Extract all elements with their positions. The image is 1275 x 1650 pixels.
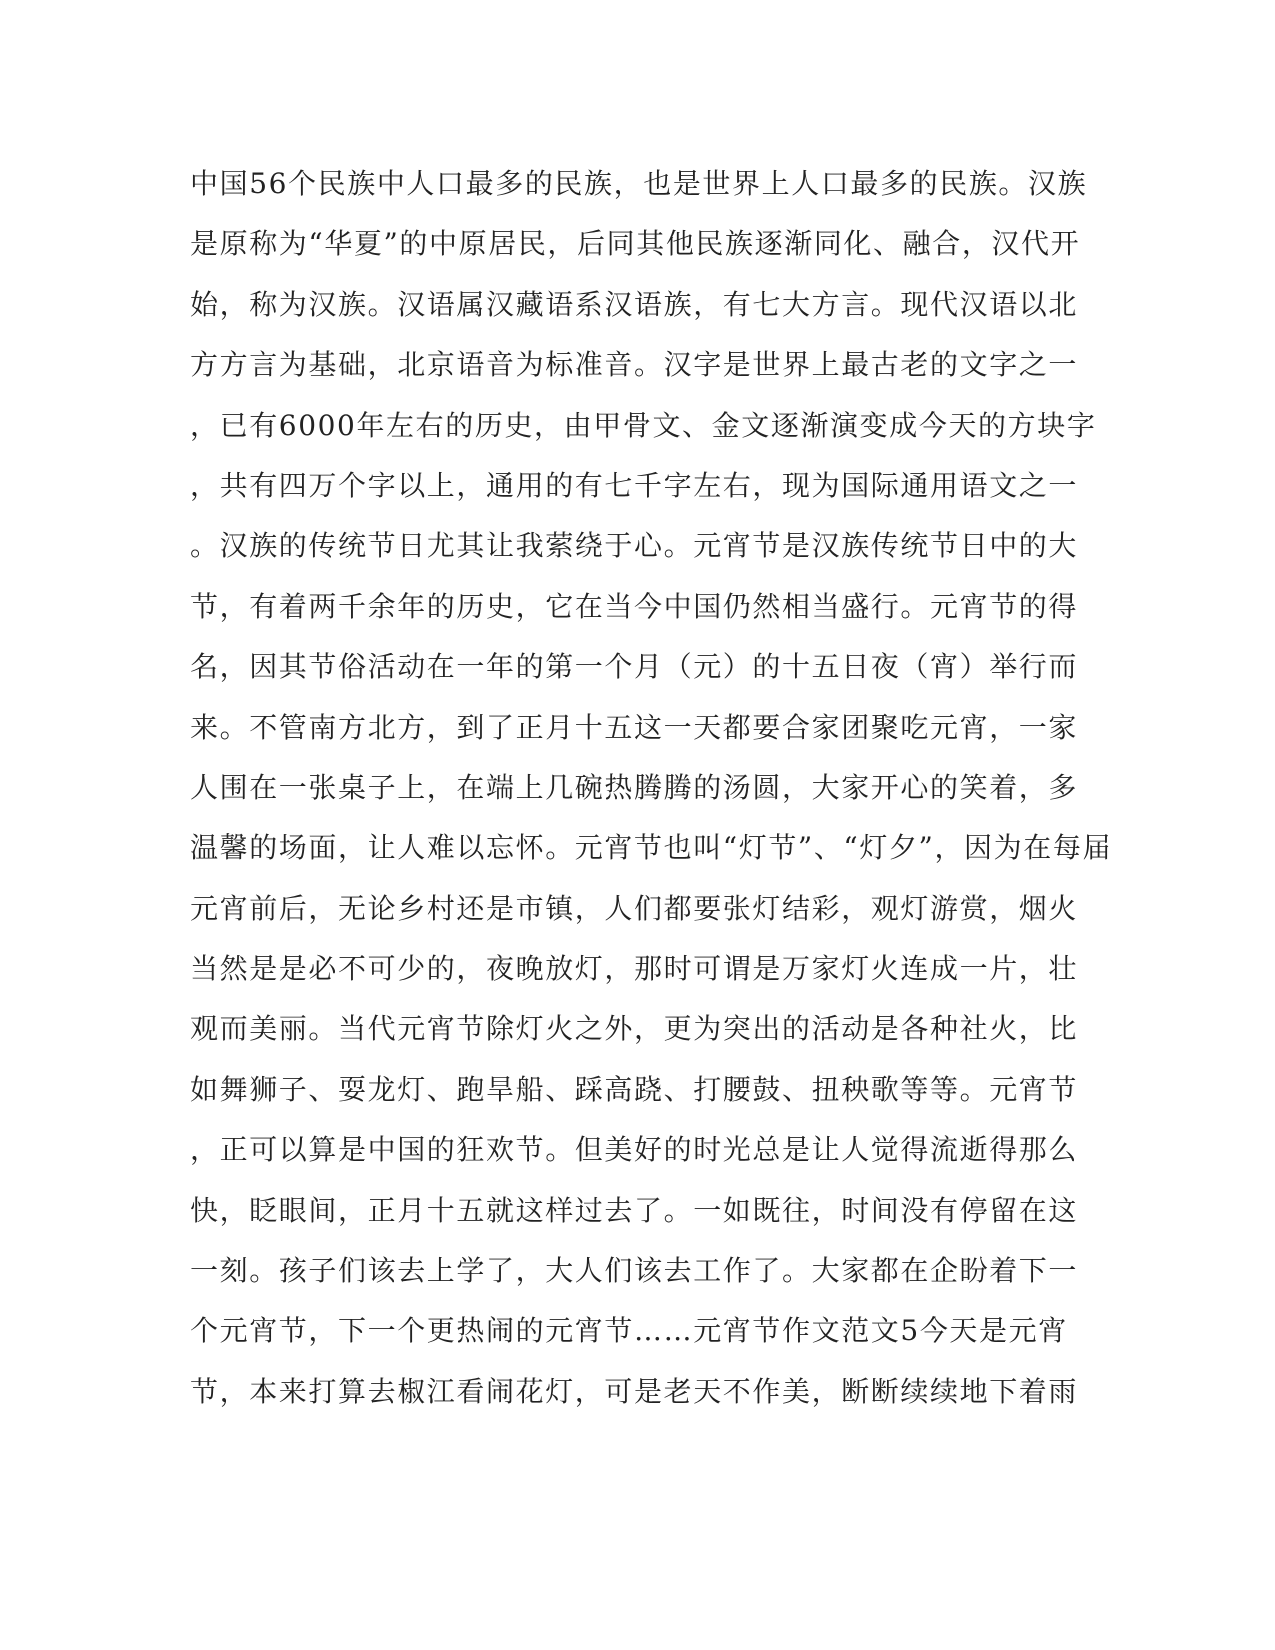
text-line: 人围在一张桌子上，在端上几碗热腾腾的汤圆，大家开心的笑着，多: [190, 770, 1079, 804]
text-line: 当然是是必不可少的，夜晚放灯，那时可谓是万家灯火连成一片，壮: [190, 952, 1079, 986]
text-line: 一刻。孩子们该去上学了，大人们该去工作了。大家都在企盼着下一: [190, 1254, 1079, 1288]
body-text: [190, 164, 1113, 1432]
text-line: ，正可以算是中国的狂欢节。但美好的时光总是让人觉得流逝得那么: [190, 1133, 1079, 1167]
text-line: 节，有着两千余年的历史，它在当今中国仍然相当盛行。元宵节的得: [190, 589, 1079, 623]
text-line: 元宵前后，无论乡村还是市镇，人们都要张灯结彩，观灯游赏，烟火: [190, 891, 1079, 925]
text-line: 温馨的场面，让人难以忘怀。元宵节也叫“灯节”、“灯夕”，因为在每届: [190, 831, 1113, 865]
text-line: 节，本来打算去椒江看闹花灯，可是老天不作美，断断续续地下着雨: [190, 1374, 1079, 1408]
text-line: 名，因其节俗活动在一年的第一个月（元）的十五日夜（宵）举行而: [190, 650, 1079, 684]
text-line: 始，称为汉族。汉语属汉藏语系汉语族，有七大方言。现代汉语以北: [190, 287, 1079, 321]
text-line: 个元宵节，下一个更热闹的元宵节……元宵节作文范文5今天是元宵: [190, 1314, 1068, 1348]
text-line: 如舞狮子、耍龙灯、跑旱船、踩高跷、打腰鼓、扭秧歌等等。元宵节: [190, 1072, 1079, 1106]
text-line: 方方言为基础，北京语音为标准音。汉字是世界上最古老的文字之一: [190, 348, 1079, 382]
text-line: 。汉族的传统节日尤其让我萦绕于心。元宵节是汉族传统节日中的大: [190, 529, 1079, 563]
text-line: 中国56个民族中人口最多的民族，也是世界上人口最多的民族。汉族: [190, 167, 1088, 200]
text-line: 观而美丽。当代元宵节除灯火之外，更为突出的活动是各种社火，比: [190, 1012, 1079, 1046]
text-line: ，已有6000年左右的历史，由甲骨文、金文逐渐演变成今天的方块字: [190, 408, 1097, 442]
text-line: 是原称为“华夏”的中原居民，后同其他民族逐渐同化、融合，汉代开: [190, 227, 1081, 261]
text-line: 快，眨眼间，正月十五就这样过去了。一如既往，时间没有停留在这: [190, 1193, 1079, 1227]
text-line: 来。不管南方北方，到了正月十五这一天都要合家团聚吃元宵，一家: [190, 710, 1079, 744]
text-line: ，共有四万个字以上，通用的有七千字左右，现为国际通用语文之一: [190, 468, 1079, 502]
